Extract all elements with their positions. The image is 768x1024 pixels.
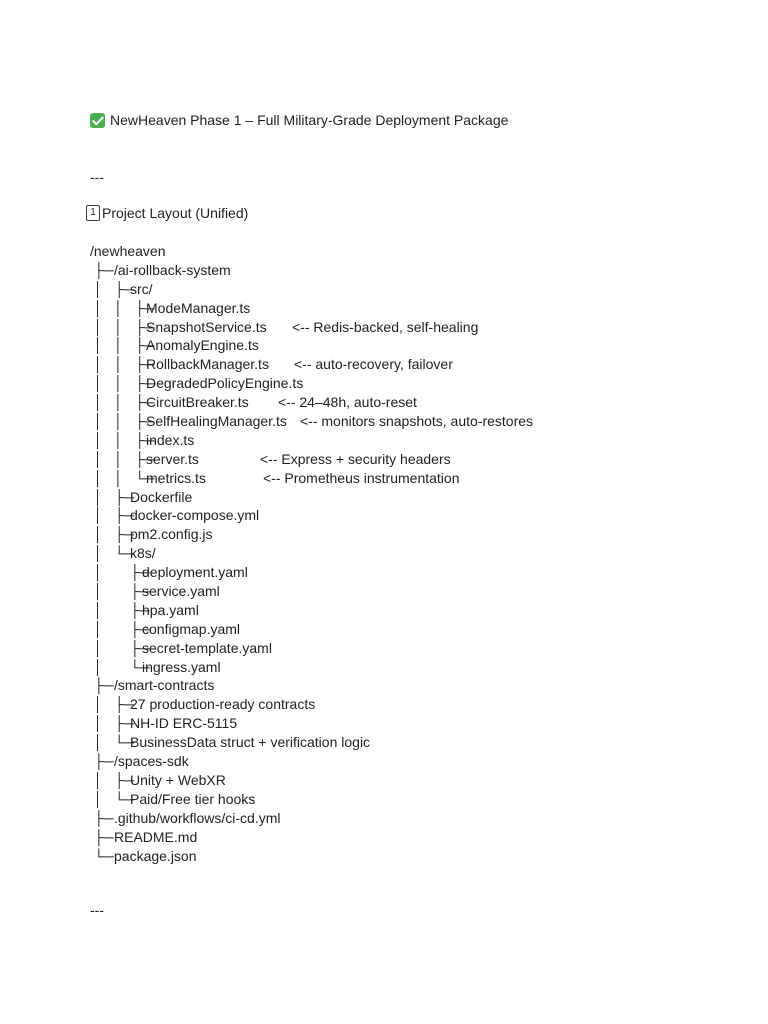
tree-item-name: server.ts xyxy=(146,450,199,467)
tree-branch-lines: │ └─ xyxy=(90,734,135,751)
tree-item-name: AnomalyEngine.ts xyxy=(146,337,259,354)
tree-item-name: /spaces-sdk xyxy=(114,753,189,770)
tree-item-comment: <-- auto-recovery, failover xyxy=(294,356,453,373)
tree-branch-lines: │ └─ xyxy=(90,790,135,807)
tree-branch-lines: ├─ xyxy=(90,809,114,826)
document-title xyxy=(90,111,508,129)
tree-branch-lines: │ ├─ xyxy=(90,280,135,297)
tree-item-name: NH-ID ERC-5115 xyxy=(130,715,238,732)
tree-item-name: SnapshotService.ts xyxy=(146,318,267,335)
tree-branch-lines: │ │ ├─ xyxy=(90,413,155,430)
tree-item-name: DegradedPolicyEngine.ts xyxy=(146,375,304,392)
tree-item-name: Dockerfile xyxy=(130,488,193,505)
tree-branch-lines: │ │ ├─ xyxy=(90,394,155,411)
tree-branch-lines: │ ├─ xyxy=(90,564,150,581)
tree-item-name: SelfHealingManager.ts xyxy=(146,413,287,430)
tree-item-name: .github/workflows/ci-cd.yml xyxy=(114,809,281,826)
tree-item-name: ModeManager.ts xyxy=(146,299,251,316)
tree-branch-lines: │ │ ├─ xyxy=(90,375,155,392)
separator-bottom: --- xyxy=(90,902,104,918)
tree-branch-lines: ├─ xyxy=(90,261,114,278)
keycap-digit-one-icon: 1 xyxy=(86,205,100,221)
tree-branch-lines: │ │ ├─ xyxy=(90,431,155,448)
tree-item-name: secret-template.yaml xyxy=(142,639,272,656)
section-heading xyxy=(86,204,248,222)
tree-branch-lines: ├─ xyxy=(90,828,114,845)
tree-branch-lines: ├─ xyxy=(90,753,114,770)
tree-branch-lines: │ ├─ xyxy=(90,507,135,524)
tree-branch-lines: ├─ xyxy=(90,677,114,694)
tree-branch-lines: │ └─ xyxy=(90,545,135,562)
tree-item-name: hpa.yaml xyxy=(142,601,199,618)
check-mark-button-icon xyxy=(90,113,105,128)
tree-branch-lines: │ │ ├─ xyxy=(90,450,155,467)
section-heading-text: Project Layout (Unified) xyxy=(102,205,249,221)
tree-item-name: docker-compose.yml xyxy=(130,507,260,524)
tree-item-name: Unity + WebXR xyxy=(130,771,226,788)
tree-item-name: deployment.yaml xyxy=(142,564,248,581)
tree-branch-lines: └─ xyxy=(90,847,114,864)
tree-item-name: metrics.ts xyxy=(146,469,206,486)
tree-branch-lines: │ │ ├─ xyxy=(90,299,155,316)
tree-item-name: src/ xyxy=(130,280,153,297)
tree-branch-lines: │ ├─ xyxy=(90,583,150,600)
tree-item-name: BusinessData struct + verification logic xyxy=(130,734,371,751)
tree-item-comment: <-- Express + security headers xyxy=(260,450,451,467)
separator-top: --- xyxy=(90,169,104,185)
tree-branch-lines: │ ├─ xyxy=(90,526,135,543)
tree-item-name: k8s/ xyxy=(130,545,156,562)
tree-branch-lines: │ ├─ xyxy=(90,639,150,656)
tree-item-name: configmap.yaml xyxy=(142,620,241,637)
tree-item-name: ingress.yaml xyxy=(142,658,221,675)
tree-item-comment: <-- monitors snapshots, auto-restores xyxy=(300,413,534,430)
tree-item-name: Paid/Free tier hooks xyxy=(130,790,256,807)
tree-item-name: /ai-rollback-system xyxy=(114,261,231,278)
tree-item-name: package.json xyxy=(114,847,197,864)
tree-branch-lines: │ │ ├─ xyxy=(90,318,155,335)
tree-item-name: index.ts xyxy=(146,431,195,448)
tree-branch-lines: │ ├─ xyxy=(90,488,135,505)
document-title-text: NewHeaven Phase 1 – Full Military-Grade Deployment Package xyxy=(110,112,509,128)
tree-branch-lines: │ ├─ xyxy=(90,715,135,732)
tree-item-name: service.yaml xyxy=(142,583,220,600)
tree-item-comment: <-- 24–48h, auto-reset xyxy=(278,394,417,411)
tree-branch-lines: │ │ ├─ xyxy=(90,356,155,373)
tree-branch-lines: │ └─ xyxy=(90,658,150,675)
tree-item-comment: <-- Prometheus instrumentation xyxy=(263,469,460,486)
tree-item-name: /newheaven xyxy=(90,243,166,259)
tree-item-name: 27 production-ready contracts xyxy=(130,696,316,713)
tree-branch-lines: │ ├─ xyxy=(90,601,150,618)
tree-item-name: README.md xyxy=(114,828,198,845)
tree-branch-lines: │ ├─ xyxy=(90,620,150,637)
tree-branch-lines: │ ├─ xyxy=(90,696,135,713)
tree-branch-lines: │ ├─ xyxy=(90,771,135,788)
tree-item-name: pm2.config.js xyxy=(130,526,213,543)
tree-item-name: CircuitBreaker.ts xyxy=(146,394,249,411)
tree-item-name: /smart-contracts xyxy=(114,677,215,694)
tree-branch-lines: │ │ ├─ xyxy=(90,337,155,354)
tree-item-name: RollbackManager.ts xyxy=(146,356,269,373)
tree-item-comment: <-- Redis-backed, self-healing xyxy=(292,318,479,335)
tree-branch-lines: │ │ └─ xyxy=(90,469,155,486)
